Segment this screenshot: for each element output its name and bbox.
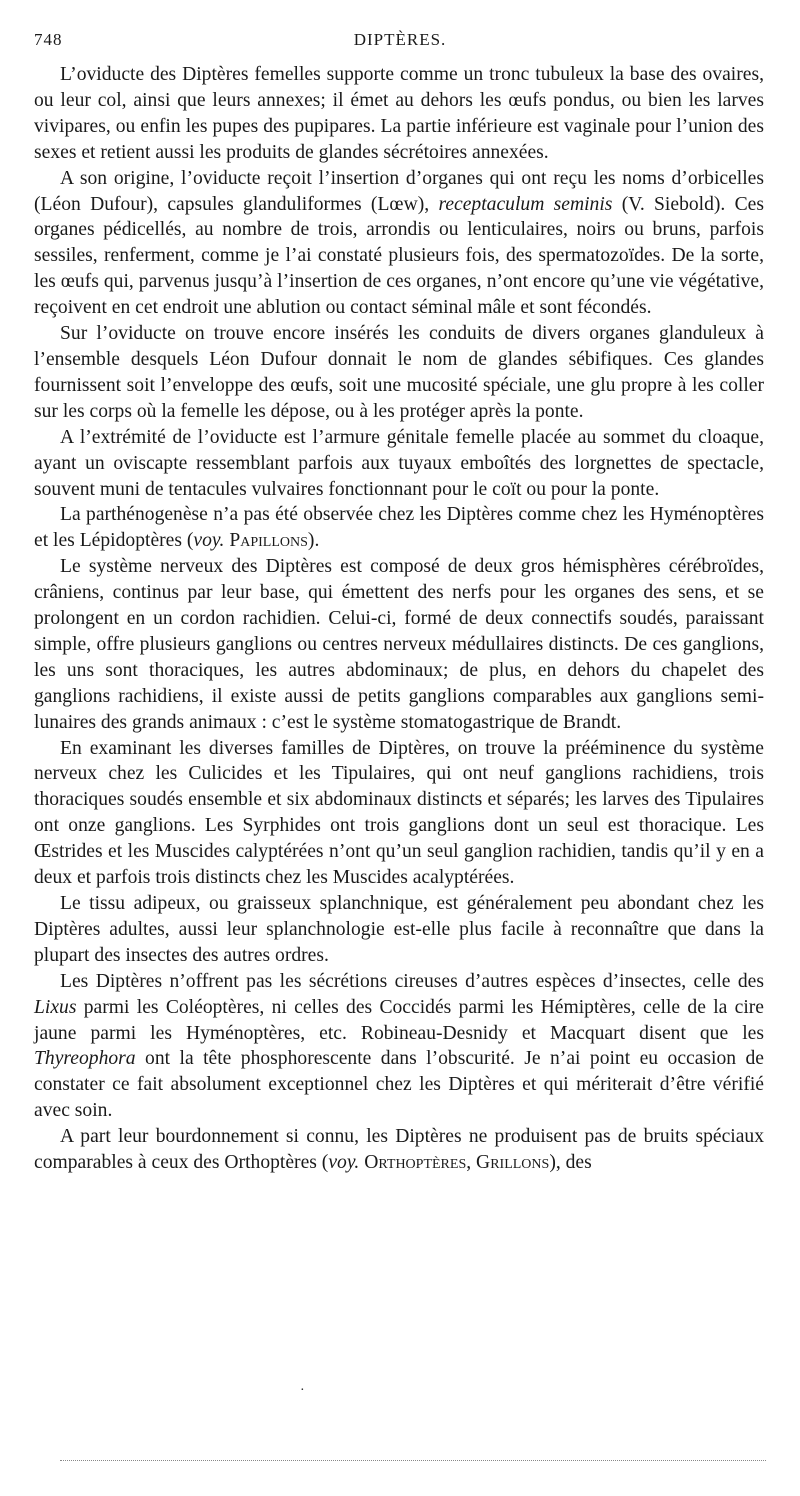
small-caps-text: Orthoptères: [364, 1152, 467, 1174]
small-caps-text: Grillons: [476, 1152, 550, 1174]
ornament-dot: ·: [300, 1383, 305, 1398]
text-run: ), des: [549, 1152, 592, 1174]
page-number: 748: [34, 30, 63, 49]
italic-text: Lixus: [34, 996, 77, 1018]
italic-text: Thyreophora: [34, 1048, 136, 1070]
italic-text: voy.: [328, 1152, 360, 1174]
text-run: A part leur bourdonnement si connu, les Diptères ne produisent pas de bruits spéciaux comparables à ceux des Orthoptères (: [34, 1126, 764, 1174]
running-head: [34, 30, 766, 56]
text-run: ,: [466, 1152, 477, 1174]
paragraph: [34, 425, 764, 503]
text-run: A l’extrémité de l’oviducte est l’armure génitale femelle placée au sommet du cloaque, ayant un oviscapte ressemblant parfois aux tuyaux emboîtés des lorgnettes de spectacle, souvent muni de tentacules vulvaires fonctionnant pour le coït ou pour la ponte.: [34, 426, 764, 500]
footer-rule: [60, 1460, 766, 1461]
text-run: En examinant les diverses familles de Diptères, on trouve la prééminence du système nerveux chez les Culicides et les Tipulaires, qui ont neuf ganglions rachidiens, trois thoraciques soudés ensemble et six abdominaux distincts et séparés; les larves des Tipulaires ont onze ganglions. Les Syrphides ont trois ganglions dont un seul est thoracique. Les Œstrides et les Muscides calyptérées n’ont qu’un seul ganglion rachidien, tandis qu’il y en a deux et parfois trois distincts chez les Muscides acalyptérées.: [34, 737, 764, 889]
text-run: Sur l’oviducte on trouve encore insérés les conduits de divers organes glanduleux à l’ensemble desquels Léon Dufour donnait le nom de glandes sébifiques. Ces glandes fournissent soit l’enveloppe des œufs, soit une mucosité spéciale, une glu propre à les coller sur les corps où la femelle les dépose, ou à les protéger après la ponte.: [34, 323, 764, 422]
italic-text: voy.: [193, 530, 225, 552]
paragraph: [34, 969, 764, 1124]
text-run: ).: [307, 530, 320, 552]
paragraph: [34, 321, 764, 425]
body-text: [34, 62, 764, 1176]
paragraph: [34, 166, 764, 321]
paragraph: [34, 1124, 764, 1176]
text-run: Les Diptères n’offrent pas les sécrétions cireuses d’autres espèces d’insectes, celle des: [60, 970, 764, 992]
small-caps-text: Papillons: [229, 530, 308, 552]
italic-text: receptaculum seminis: [438, 193, 613, 215]
running-title: DIPTÈRES.: [353, 30, 447, 49]
text-run: L’oviducte des Diptères femelles supporte comme un tronc tubuleux la base des ovaires, ou leur col, ainsi que leurs annexes; il émet au dehors les œufs pondus, ou bien les larves vivipares, ou enfin les pupes des pupipares. La partie inférieure est vaginale pour l’union des sexes et retient aussi les produits de glandes sécrétoires annexées.: [34, 64, 764, 163]
text-run: parmi les Coléoptères, ni celles des Coccidés parmi les Hémiptères, celle de la cire jaune parmi les Hyménoptères, etc. Robineau-Desnidy et Macquart disent que les: [34, 996, 764, 1044]
paragraph: [34, 554, 764, 735]
text-run: Le tissu adipeux, ou graisseux splanchnique, est généralement peu abondant chez les Diptères adultes, aussi leur splanchnologie est-elle plus facile à reconnaître que dans la plupart des insectes des autres ordres.: [34, 893, 764, 966]
paragraph: [34, 736, 764, 891]
text-run: La parthénogenèse n’a pas été observée chez les Diptères comme chez les Hyménoptères et les Lépidoptères (: [34, 504, 764, 552]
text-run: A son origine, l’oviducte reçoit l’insertion d’organes qui ont reçu les noms d’orbicelles (Léon Dufour), capsules glanduliformes (Lœw),: [34, 167, 764, 215]
text-run: (V. Siebold). Ces organes pédicellés, au nombre de trois, arrondis ou lenticulaires, noirs ou bruns, parfois sessiles, renferment, comme je l’ai constaté plusieurs fois, des spermatozoïdes. De la sorte, les œufs qui, parvenus jusqu’à l’insertion de ces organes, n’ont encore qu’une vie végétative, reçoivent en cet endroit une ablution ou contact séminal mâle et sont fécondés.: [34, 193, 765, 319]
text-run: ont la tête phosphorescente dans l’obscurité. Je n’ai point eu occasion de constater ce fait absolument exceptionnel chez les Diptères et qui mériterait d’être vérifié avec soin.: [34, 1048, 764, 1122]
paragraph: [34, 62, 764, 166]
paragraph: [34, 502, 764, 554]
paragraph: [34, 891, 764, 969]
text-run: Le système nerveux des Diptères est composé de deux gros hémisphères cérébroïdes, crâniens, continus par leur base, qui émettent des nerfs pour les organes des sens, et se prolongent en un cordon rachidien. Celui-ci, formé de deux connectifs soudés, paraissant simple, offre plusieurs ganglions ou centres nerveux médullaires distincts. De ces ganglions, les uns sont thoraciques, les autres abdominaux; de plus, en dehors du chapelet des ganglions rachidiens, il existe aussi de petits ganglions comparables aux ganglions semi-lunaires des grands animaux : c’est le système stomatogastrique de Brandt.: [34, 556, 764, 733]
